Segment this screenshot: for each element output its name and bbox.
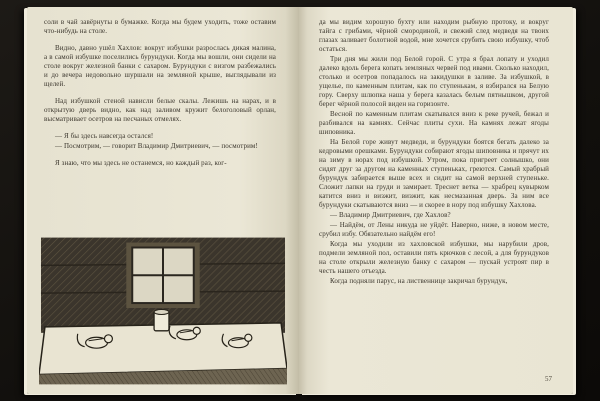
paragraph: да мы видим хорошую бухту или находим рыбную протоку, и вокруг тайга с грибами, чёрной смородиной, и свежий след медведя на твоих глазах заливает болотной водой, мне хочется срубить свою избушку, чтоб остаться. xyxy=(319,18,549,53)
page-number: 57 xyxy=(545,375,552,383)
right-page-text xyxy=(319,18,549,287)
paragraph: Когда подняли парус, на лиственнице закричал бурундук, xyxy=(330,277,508,285)
paragraph: — Я бы здесь навсегда остался! xyxy=(55,132,154,140)
paragraph: — Владимир Дмитриевич, где Хахлов? xyxy=(330,211,451,219)
paragraph: На Белой горе живут медведи, и бурундуки боятся бегать далеко за кедровыми орешками. Бурундуки собирают ягоды шиповника и прячут их на зиму в норах под избушкой. Утром, пока пригреет солнышко, они сидят друг за другом на каменных ступеньках, греются. Самый храбрый бурундук забирается выше всех и сидит на самой верхней ступеньке. Сложит лапки на груди и замирает. Треснет ветка — храбрец кувырком катится вниз и визжит, визжит, как несмазанная дверь. За ним все бурундуки скатываются вниз — и скорее в нору под избушку Хахлова. xyxy=(319,138,549,209)
left-page-text xyxy=(44,18,276,169)
right-page xyxy=(299,7,573,394)
paragraph: Три дня мы жили под Белой горой. С утра я брал лопату и уходил далеко вдоль берега копать земляных червей под ивами. Сколько находил, столько и осетров попадалось на закидушки в заливе. За избушкой, в ущелье, по каменным плитам, как по ступенькам, я взбирался на Белую гору. Сверху шлюпка наша у берега казалась белым пятнышком, другой берег чёрной полосой виден на горизонте. xyxy=(319,55,549,108)
paragraph: Я знаю, что мы здесь не останемся, но каждый раз, ког- xyxy=(55,159,227,167)
paragraph: Весной по каменным плитам скатывался вниз к реке ручей, бежал и разбивался на камнях. Сейчас плиты сухи. На камнях лежат ягоды шиповника. xyxy=(319,110,549,136)
paragraph: Когда мы уходили из хахловской избушки, мы нарубили дров, подмели земляной пол, оставили пять крючков с лесой, а для бурундуков на столе открыли железную банку с сахаром — пускай устроят пир в честь нашего отъезда. xyxy=(319,240,549,275)
paragraph: — Найдём, от Лены никуда не уйдёт. Наверно, ниже, в новом месте, срубил избу. Обязательно найдём его! xyxy=(319,221,549,238)
sugar-can xyxy=(154,310,169,331)
paragraph: соли в чай завёрнуты в бумажке. Когда мы будем уходить, тоже оставим что-нибудь на столе. xyxy=(44,18,276,35)
paragraph: — Посмотрим, — говорит Владимир Дмитриевич, — посмотрим! xyxy=(55,142,258,150)
left-page xyxy=(27,7,299,394)
book-spread xyxy=(22,7,578,394)
paragraph: Над избушкой стеной нависли белые скалы. Лежишь на нарах, и в открытую дверь видно, как над заливом кружит белоголовый орлан, высматривает осетров на песчаных отмелях. xyxy=(44,97,276,123)
paragraph: Видно, давно ушёл Хахлов: вокруг избушки разрослась дикая малина, а в самой избушке поселились бурундуки. Когда мы вошли, они сидели на столе вокруг железной банки с сахаром. Бурундуки с визгом разбежались и до вечера недовольно шуршали на земляной крыше, выглядывали из щелей. xyxy=(44,44,276,88)
cabin-chipmunks-illustration xyxy=(39,235,287,385)
